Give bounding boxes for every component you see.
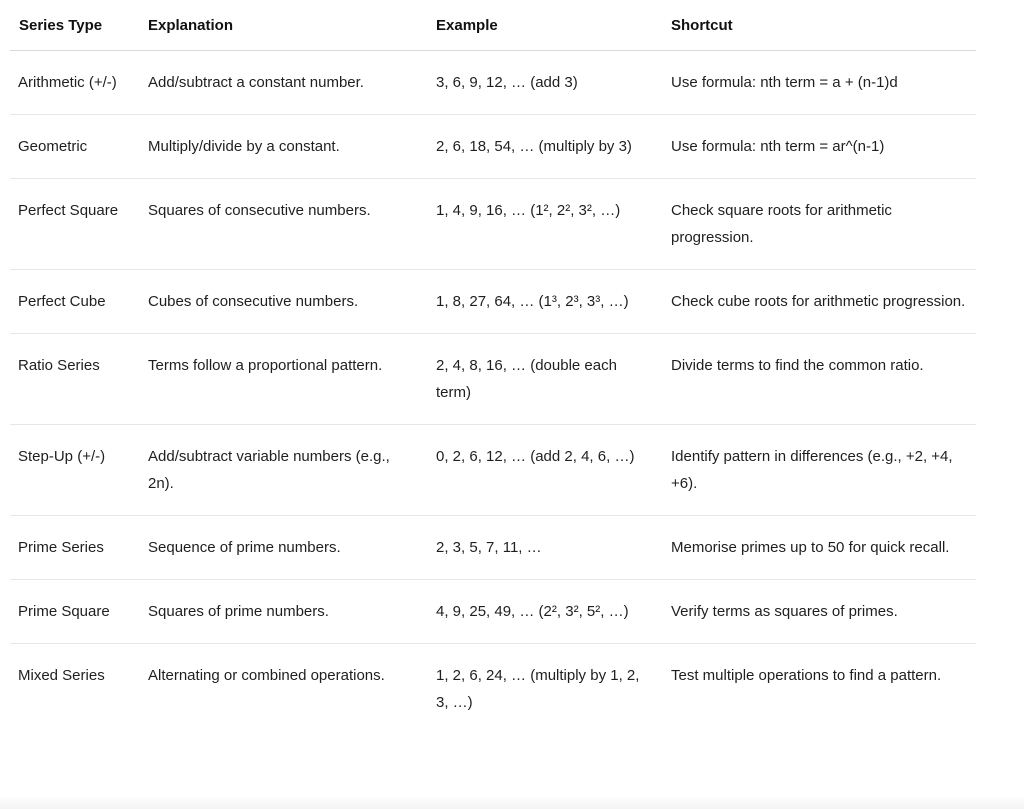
cell-explanation: Sequence of prime numbers. [139, 516, 427, 580]
header-series-type: Series Type [10, 0, 139, 51]
table-row [10, 644, 976, 735]
cell-shortcut: Use formula: nth term = a + (n-1)d [662, 51, 976, 115]
cell-series-type: Perfect Cube [10, 270, 139, 334]
cell-explanation: Squares of prime numbers. [139, 580, 427, 644]
cell-example: 1, 4, 9, 16, … (1², 2², 3², …) [427, 179, 662, 270]
table-row [10, 425, 976, 516]
cell-series-type: Geometric [10, 115, 139, 179]
cell-series-type: Mixed Series [18, 667, 105, 684]
cell-shortcut: Use formula: nth term = ar^(n-1) [662, 115, 976, 179]
cell-explanation: Squares of consecutive numbers. [139, 179, 427, 270]
series-table-container [10, 0, 976, 734]
cell-shortcut: Memorise primes up to 50 for quick recall. [662, 516, 976, 580]
table-row [10, 334, 976, 425]
header-explanation: Explanation [139, 0, 427, 51]
cell-shortcut: Check square roots for arithmetic progression. [662, 179, 976, 270]
table-row [10, 179, 976, 270]
table-row [10, 51, 976, 115]
cell-shortcut: Verify terms as squares of primes. [662, 580, 976, 644]
cell-explanation: Alternating or combined operations. [148, 667, 385, 684]
header-shortcut: Shortcut [662, 0, 976, 51]
cell-shortcut: Identify pattern in differences (e.g., +2, +4, +6). [662, 425, 976, 516]
cell-series-type: Ratio Series [10, 334, 139, 425]
cell-example: 1, 8, 27, 64, … (1³, 2³, 3³, …) [427, 270, 662, 334]
cell-series-type: Prime Square [10, 580, 139, 644]
cell-shortcut: Divide terms to find the common ratio. [662, 334, 976, 425]
cell-example: 0, 2, 6, 12, … (add 2, 4, 6, …) [427, 425, 662, 516]
cell-example: 4, 9, 25, 49, … (2², 3², 5², …) [427, 580, 662, 644]
table-row [10, 516, 976, 580]
table-header-row [10, 0, 976, 51]
cell-example: 2, 3, 5, 7, 11, … [427, 516, 662, 580]
header-example: Example [427, 0, 662, 51]
cell-explanation: Cubes of consecutive numbers. [139, 270, 427, 334]
cell-explanation: Add/subtract a constant number. [139, 51, 427, 115]
table-row [10, 115, 976, 179]
cell-series-type: Perfect Square [10, 179, 139, 270]
bottom-fade [0, 795, 1024, 809]
cell-shortcut: Check cube roots for arithmetic progression. [662, 270, 976, 334]
cell-explanation: Multiply/divide by a constant. [139, 115, 427, 179]
cell-example: 2, 4, 8, 16, … (double each term) [427, 334, 662, 425]
cell-example: 1, 2, 6, 24, … (multiply by 1, 2, 3, …) [436, 667, 640, 711]
cell-series-type: Step-Up (+/-) [10, 425, 139, 516]
cell-explanation: Add/subtract variable numbers (e.g., 2n). [139, 425, 427, 516]
cell-series-type: Arithmetic (+/-) [10, 51, 139, 115]
table-row [10, 270, 976, 334]
series-table [10, 0, 976, 734]
cell-example: 3, 6, 9, 12, … (add 3) [427, 51, 662, 115]
table-row [10, 580, 976, 644]
cell-shortcut: Test multiple operations to find a pattern. [671, 667, 942, 684]
cell-series-type: Prime Series [10, 516, 139, 580]
cell-example: 2, 6, 18, 54, … (multiply by 3) [427, 115, 662, 179]
cell-explanation: Terms follow a proportional pattern. [139, 334, 427, 425]
